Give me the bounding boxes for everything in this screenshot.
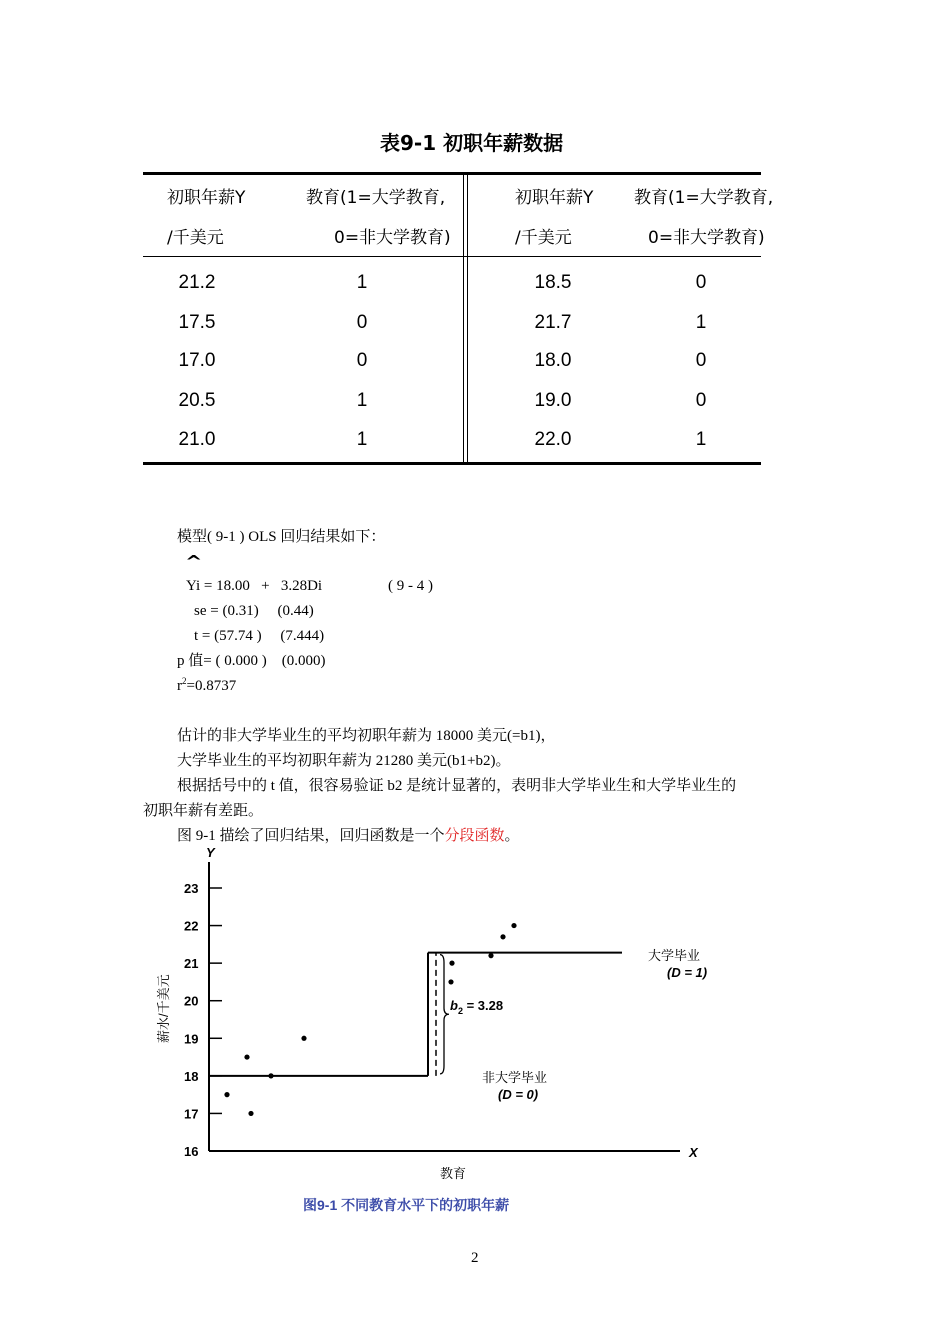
paragraph-significance-line1: 根据括号中的 t 值，很容易验证 b2 是统计显著的，表明非大学毕业生和大学毕业生的 [177,778,737,794]
paragraph-non-college-mean: 估计的非大学毕业生的平均初职年薪为 18000 美元(=b1)， [177,728,556,744]
y-tick-label: 19 [184,1031,199,1047]
table-cell: 21.7 [534,312,572,333]
y-tick-label: 17 [184,1106,199,1122]
header-salary-right: 初职年薪Y /千美元 [515,188,594,248]
table-cell: 0 [695,272,707,293]
data-point [301,1036,306,1041]
table-cell: 1 [356,272,368,293]
y-axis-label: 薪水/千美元 [156,974,171,1043]
data-point [448,979,453,984]
data-point [224,1092,229,1097]
figure-caption: 图9-1 不同教育水平下的初职年薪 [303,1197,510,1213]
y-tick-label: 22 [184,918,199,934]
data-point [488,953,493,958]
table-cell: 1 [356,429,368,450]
regression-intro: 模型( 9-1 ) OLS 回归结果如下： [177,529,386,545]
table-cell: 22.0 [534,429,572,450]
y-tick-label: 21 [184,956,199,972]
header-education-right: 教育(1=大学教育, 0=非大学教育) [634,188,774,248]
header-salary-left: 初职年薪Y /千美元 [167,188,246,248]
table-cell: 17.5 [178,312,216,333]
standard-errors: se = (0.31) (0.44) [194,603,314,619]
table-cell: 21.0 [178,429,216,450]
data-point [244,1054,249,1059]
y-tick-label: 18 [184,1068,199,1084]
college-label: 大学毕业 [648,948,701,963]
piecewise-function-term: 分段函数 [444,828,505,844]
college-d-label: (D = 1) [667,965,708,980]
paragraph-college-mean: 大学毕业生的平均初职年薪为 21280 美元(b1+b2)。 [177,753,511,769]
data-point [268,1073,273,1078]
table-cell: 17.0 [178,350,216,371]
equation-number: ( 9 - 4 ) [388,578,433,594]
table-title: 表9-1 初职年薪数据 [380,131,564,155]
y-tick-label: 23 [184,881,199,896]
x-axis-symbol: X [689,1145,698,1160]
t-values: t = (57.74 ) (7.444) [194,628,325,644]
non-college-label: 非大学毕业 [482,1070,548,1085]
table-cell: 0 [695,390,707,411]
header-education-left: 教育(1=大学教育, 0=非大学教育) [306,188,451,248]
data-point [449,961,454,966]
regression-equation: Yi = 18.00 + 3.28Di [186,578,323,594]
paragraph-significance-line2: 初职年薪有差距。 [143,803,264,819]
table-cell: 0 [356,312,368,333]
table-cell: 1 [695,429,707,450]
table-cell: 0 [356,350,368,371]
page-number: 2 [471,1250,479,1266]
table-cell: 18.0 [534,350,572,371]
non-college-d-label: (D = 0) [498,1087,539,1102]
y-axis-symbol: Y [206,845,215,860]
p-values: p 值= ( 0.000 ) (0.000) [177,653,326,669]
r-squared: $r^2=0.8737$ [177,676,237,694]
y-tick-label: 16 [184,1144,199,1159]
data-point [511,923,516,928]
y-tick-label: 20 [184,993,199,1009]
table-cell: 19.0 [534,390,572,411]
x-axis-label: 教育 [440,1166,467,1181]
hat-symbol: ^ [184,552,203,571]
paragraph-figure-ref: 图 9-1 描绘了回归结果，回归函数是一个分段函数。 [177,828,520,844]
table-cell: 0 [695,350,707,371]
table-cell: 1 [356,390,368,411]
table-cell: 1 [695,312,707,333]
b2-annotation: $b_2 = 3.28$ [450,998,504,1016]
data-point [248,1111,253,1116]
table-cell: 18.5 [534,272,572,293]
data-point [500,934,505,939]
table-cell: 20.5 [178,390,216,411]
b2-brace [440,955,449,1074]
table-cell: 21.2 [178,272,216,293]
